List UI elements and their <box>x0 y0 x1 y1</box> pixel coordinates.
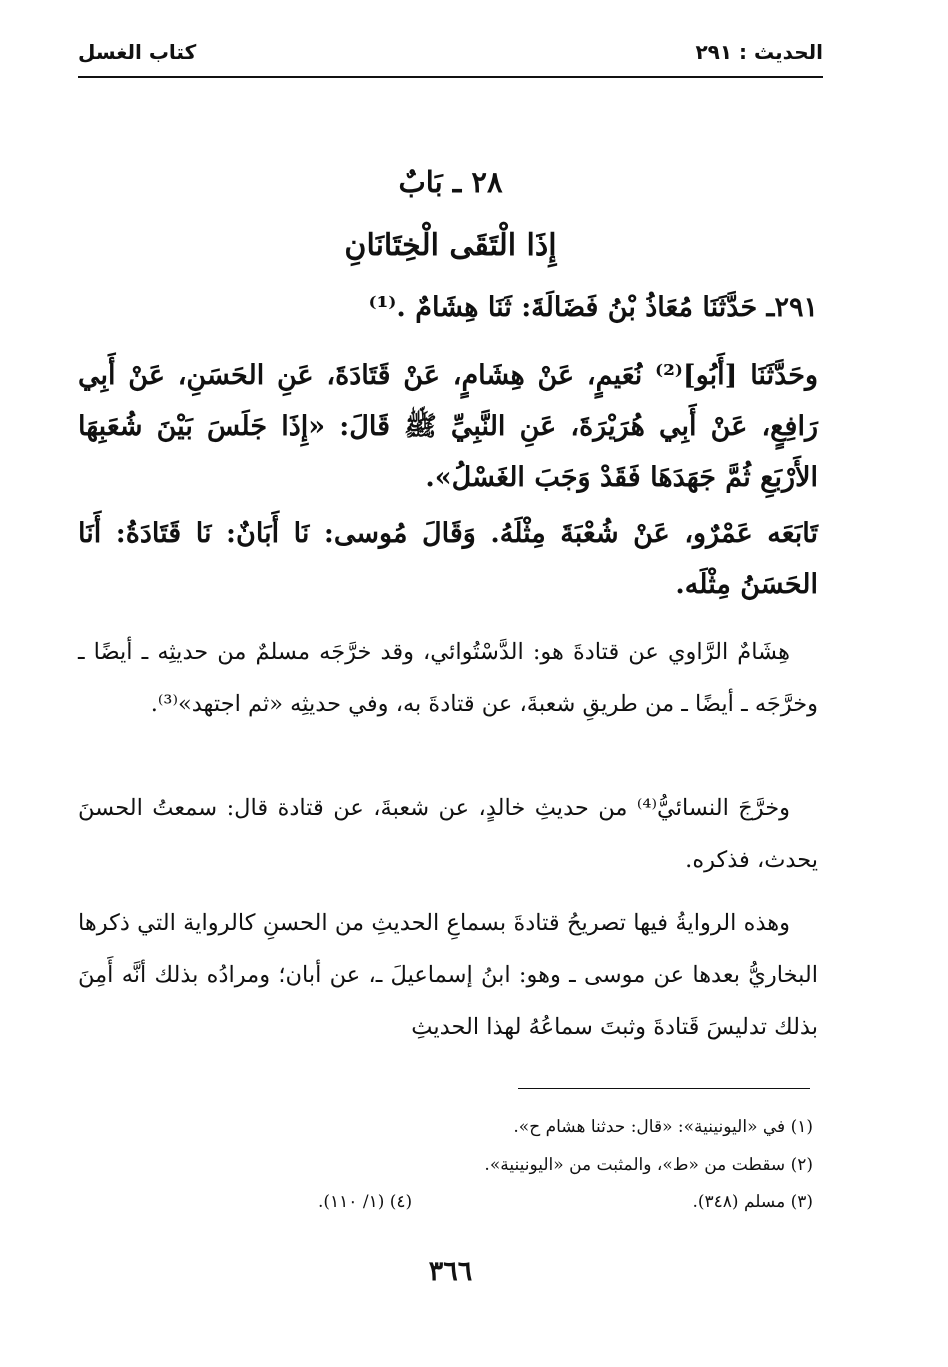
footnote-divider <box>518 1088 810 1089</box>
commentary-paragraph: وخرَّجَ النسائيُّ⁽⁴⁾ من حديثِ خالدٍ، عن شعبةَ، عن قتادة قال: سمعتُ الحسنَ يحدث، فذكره. <box>78 795 818 873</box>
hadith-number-label: الحديث : ٢٩١ <box>695 40 823 64</box>
book-title: كتاب الغسل <box>78 40 197 64</box>
chapter-title: إِذَا الْتَقَى الْخِتَانَانِ <box>344 228 557 263</box>
footnote-3: (٣) مسلم (٣٤٨). <box>692 1192 813 1212</box>
running-header <box>78 36 823 78</box>
page-number: ٣٦٦ <box>428 1256 473 1287</box>
commentary-paragraph: وهذه الروايةُ فيها تصريحُ قتادةَ بسماعِ الحديثِ من الحسنِ كالرواية التي ذكرها البخاريُّ بعدها عن موسى ـ وهو: ابنُ إسماعيلَ ـ، عن أبان؛ ومرادُه بذلك أنَّه أَمِنَ بذلك تدليسَ قَتادةَ وثبتَ سماعُهُ لهذا الحديثِ <box>78 910 818 1040</box>
footnote-1: (١) في «اليونينية»: «قال: حدثنا هشام ح». <box>513 1117 813 1137</box>
chapter-number: ٢٨ ـ بَابٌ <box>398 165 503 199</box>
hadith-text: وحَدَّثَنَا [أَبُو]⁽²⁾ نُعَيمٍ، عَنْ هِشَامٍ، عَنْ قَتَادَةَ، عَنِ الحَسَنِ، عَنْ أَبِي رَافِعٍ، عَنْ أَبِي هُرَيْرَةَ، عَنِ النَّبِيِّ ﷺ قَالَ: «إِذَا جَلَسَ بَيْنَ شُعَبِهَا الأَرْبَعِ ثُمَّ جَهَدَهَا فَقَدْ وَجَبَ الغَسْلُ». <box>78 360 818 493</box>
footnote-4: (٤) (١/ ١١٠). <box>318 1192 413 1212</box>
commentary-paragraph: هِشَامٌ الرَّاوي عن قتادةَ هو: الدَّسْتُوائي، وقد خرَّجَه مسلمٌ من حديثِه ـ أيضًا ـ وخرَّجَه ـ أيضًا ـ من طريقِ شعبةَ، عن قتادةَ به، وفي حديثِه «ثم اجتهد»⁽³⁾. <box>78 639 818 717</box>
hadith-isnad-line: ٢٩١ـ حَدَّثَنَا مُعَاذُ بْنُ فَضَالَةَ: ثَنَا هِشَامٌ .⁽¹⁾ <box>368 292 818 323</box>
hadith-mutabaa: تَابَعَه عَمْرٌو، عَنْ شُعْبَةَ مِثْلَهُ. وَقَالَ مُوسى: نَا أَبَانٌ: نَا قَتَادَةُ: أَنَا الحَسَنُ مِثْلَه. <box>78 518 818 600</box>
footnote-2: (٢) سقطت من «ط»، والمثبت من «اليونينية». <box>484 1155 813 1175</box>
